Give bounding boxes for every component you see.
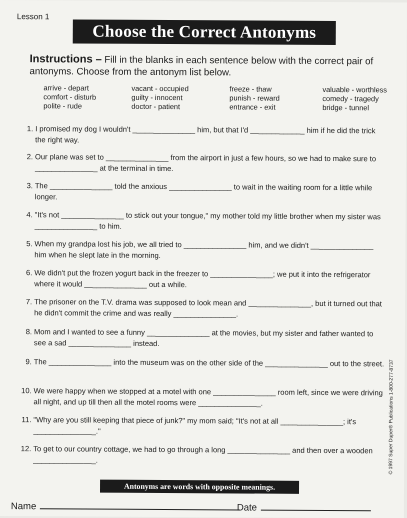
sentence-list: [20, 124, 391, 465]
sentence-item: [19, 415, 389, 436]
sentence-number: 3.: [26, 181, 33, 191]
sentence-number: 9.: [25, 357, 32, 367]
sentence-item: [21, 152, 391, 173]
name-label: Name: [10, 501, 37, 513]
sentence-number: 6.: [26, 268, 33, 278]
date-field[interactable]: [237, 501, 371, 514]
instructions-text: Fill in the blanks in each sentence below with the correct pair of antonyms. Choose from the antonym list below.: [29, 54, 374, 79]
sentence-text: "It's not _______________ to stick out your tongue," my mother told my little brother when my sister was _______________ to him.: [34, 210, 381, 231]
sentence-item: [21, 124, 391, 145]
sentence-text: To get to our country cottage, we had to go through a long _______________ and then over a wooden _______________.: [33, 444, 373, 465]
sentence-text: The _______________ told the anxious _______________ to wait in the waiting room for a little while longer.: [34, 181, 373, 201]
footer-banner: Antonyms are words with opposite meanings.: [100, 480, 299, 494]
sentence-number: 1.: [26, 124, 34, 134]
lesson-label: Lesson 1: [16, 12, 50, 22]
antonym-pair: guilty - innocent: [131, 92, 183, 103]
sentence-item: [21, 210, 391, 231]
sentence-number: 11.: [21, 415, 32, 425]
antonym-pair: freeze - thaw: [229, 84, 272, 94]
antonym-pair: arrive - depart: [43, 83, 89, 93]
date-label: Date: [236, 502, 258, 514]
antonym-pair: vacant - occupied: [131, 83, 189, 94]
sentence-item: [21, 239, 391, 260]
sentence-item: [20, 297, 390, 319]
sentence-number: 4.: [26, 210, 33, 220]
name-field[interactable]: [11, 500, 240, 513]
sentence-item: [20, 386, 390, 408]
sentence-text: "Why are you still keeping that piece of junk?" my mom said; "It's not at all _______________; it's _______________.": [33, 415, 357, 436]
sentence-text: Our plane was set to _______________ from the airport in just a few hours, so we had to make sure to _______________ at the terminal in time.: [34, 152, 377, 173]
sentence-text: I promised my dog I wouldn't _______________ him, but that I'd _____________ him if he did the trick the right way.: [35, 124, 376, 145]
name-blank[interactable]: [40, 500, 240, 510]
sentence-text: When my grandpa lost his job, we all tried to _______________ him, and we didn't _______________ him when he slept late in the morning.: [34, 239, 374, 260]
sentence-text: We were happy when we stopped at a motel with one _______________ room left, since we were driving all night, and up till then all the motel rooms were _______________.: [33, 386, 383, 408]
copyright-notice: [388, 340, 397, 474]
sentence-number: 7.: [25, 297, 33, 307]
sentence-item: [20, 357, 390, 369]
sentence-item: [19, 444, 389, 465]
sentence-text: The _______________ into the museum was on the other side of the _______________ out to the street.: [33, 357, 385, 369]
sentence-text: Mom and I wanted to see a funny _______________ at the movies, but my sister and father wanted to see a sad _______________ instead.: [33, 327, 374, 348]
antonym-pair: polite - rude: [43, 101, 82, 111]
copyright-text: © 1997 Super Duper® Publications 1-800-277-8737: [388, 359, 395, 475]
sentence-item: [20, 268, 390, 289]
instructions-heading: Instructions –: [29, 53, 102, 66]
antonym-pair: comedy - tragedy: [322, 93, 379, 104]
page-title: Choose the Correct Antonyms: [73, 19, 336, 45]
sentence-number: 12.: [20, 444, 32, 454]
date-blank[interactable]: [261, 502, 371, 512]
instructions: [30, 53, 390, 80]
antonym-pair: entrance - exit: [229, 102, 276, 112]
sentence-item: [21, 181, 391, 201]
sentence-text: We didn't put the frozen yogurt back in the freezer to _______________; we put it into the refrigerator where it would _______________ out a while.: [34, 268, 371, 289]
antonym-pair: valuable - worthless: [322, 84, 387, 95]
sentence-text: The prisoner on the T.V. drama was supposed to look mean and _______________, but it turned out that he didn't commit the crime and was really _______________.: [34, 297, 382, 319]
antonym-pair: doctor - patient: [131, 101, 181, 112]
antonym-pair: punish - reward: [229, 93, 280, 103]
sentence-item: [20, 327, 390, 348]
sentence-number: 5.: [26, 239, 33, 249]
antonym-pair: comfort - disturb: [43, 92, 97, 102]
sentence-number: 8.: [25, 327, 33, 337]
antonym-pair: bridge - tunnel: [322, 102, 370, 113]
sentence-number: 10.: [21, 386, 32, 396]
antonym-list: [43, 83, 387, 113]
sentence-number: 2.: [26, 152, 34, 162]
